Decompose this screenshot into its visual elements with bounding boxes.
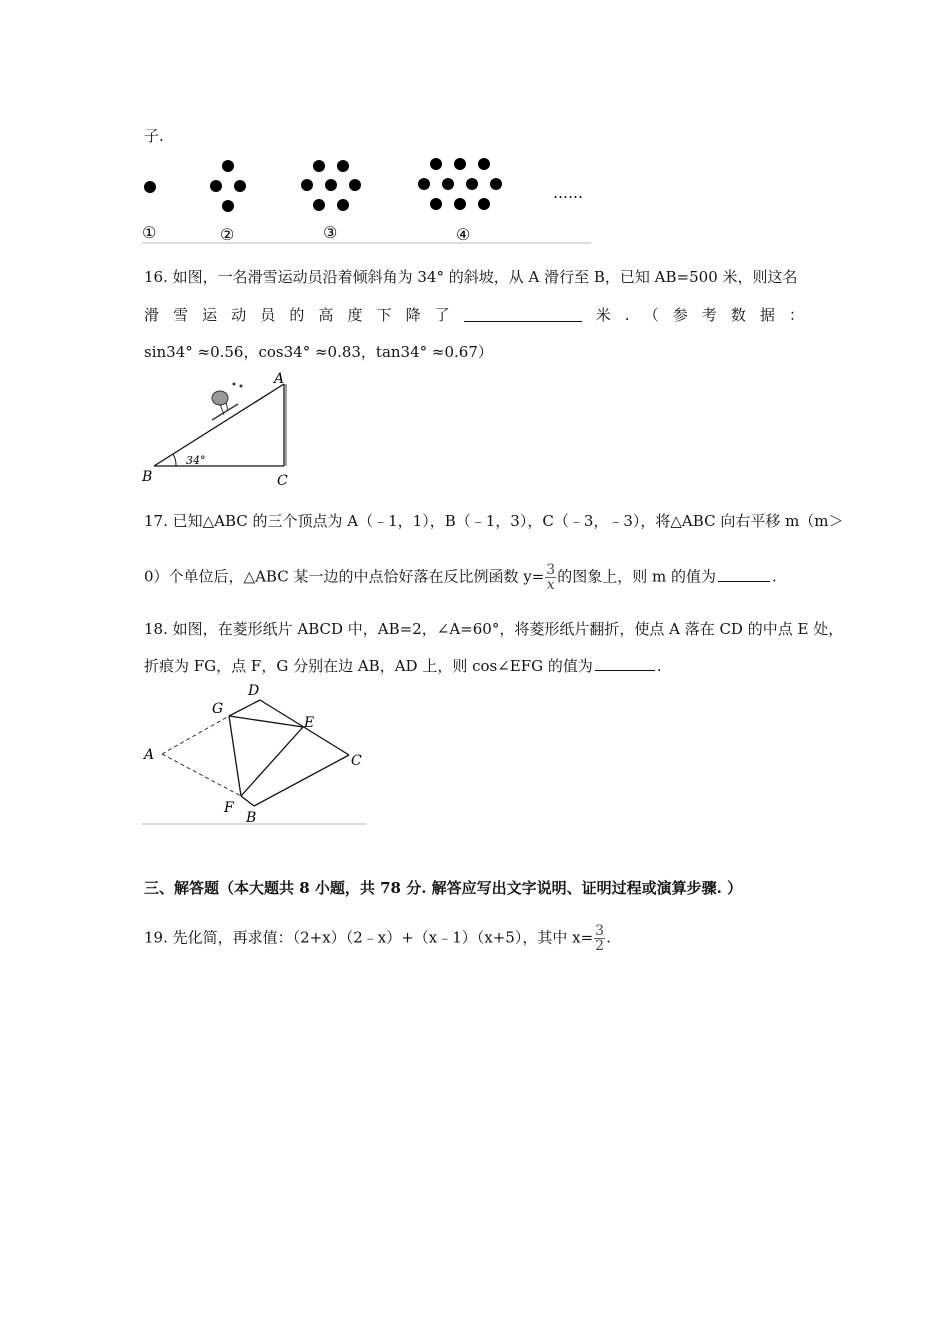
q16-char: 运 — [202, 306, 218, 324]
pattern-label-2: ② — [220, 225, 235, 244]
label-d: D — [248, 683, 260, 699]
pattern-2-dot — [222, 160, 234, 172]
q16-answer-blank[interactable] — [464, 305, 582, 322]
q16-char: 的 — [289, 306, 305, 324]
q17-line1: 17. 已知△ABC 的三个顶点为 A（﹣1，1），B（﹣1，3），C（﹣3，﹣3），将△ABC 向右平移 m（m＞ — [144, 512, 844, 530]
label-g: G — [212, 701, 224, 717]
fold-fe — [241, 727, 303, 796]
label-e: E — [304, 715, 315, 731]
q16-char: 了 — [434, 306, 450, 324]
skier-icon — [212, 383, 242, 420]
pattern-3-dot — [301, 179, 313, 191]
label-b: B — [142, 469, 153, 485]
q17-line2 — [144, 563, 777, 592]
label-c: C — [277, 473, 288, 489]
pattern-label-3: ③ — [323, 223, 338, 242]
q16-char: 米 — [595, 306, 611, 324]
q16-char: 滑 — [144, 306, 160, 324]
pattern-4-dot — [454, 158, 466, 170]
q19-frac-num: 3 — [595, 923, 605, 939]
section3-heading: 三、解答题（本大题共 8 小题，共 78 分. 解答应写出文字说明、证明过程或演算步骤. ） — [144, 879, 743, 897]
label-b: B — [246, 810, 257, 826]
dashed-ag — [162, 716, 229, 754]
label-a: A — [274, 371, 285, 387]
edge-gd — [229, 700, 260, 716]
q18-line1: 18. 如图，在菱形纸片 ABCD 中，AB=2，∠A=60°，将菱形纸片翻折，使点 A 落在 CD 的中点 E 处， — [144, 620, 844, 638]
q16-char: （ — [643, 306, 659, 324]
pattern-3-dot — [313, 160, 325, 172]
q17-frac-den: x — [546, 577, 555, 593]
pattern-label-4: ④ — [456, 225, 471, 244]
q16-slope-figure — [140, 368, 310, 490]
q18-rhombus-figure — [140, 676, 380, 826]
label-a: A — [144, 747, 155, 763]
q17-end: . — [771, 567, 777, 586]
pattern-4-dot — [478, 158, 490, 170]
q17-frac-num: 3 — [546, 562, 556, 578]
q19-frac-den: 2 — [595, 938, 605, 954]
q17-line2-pre: 0）个单位后，△ABC 某一边的中点恰好落在反比例函数 y= — [144, 567, 545, 586]
q16-char: 参 — [672, 306, 688, 324]
top-text: 子. — [144, 127, 164, 145]
pattern-4-dot — [418, 178, 430, 190]
q16-char: 员 — [260, 306, 276, 324]
pattern-3-dot — [325, 179, 337, 191]
q16-char: 高 — [318, 306, 334, 324]
q16-char: 据 — [759, 306, 775, 324]
pattern-3-dot — [337, 160, 349, 172]
q18-answer-blank[interactable] — [595, 654, 655, 671]
q16-char: ： — [788, 306, 804, 324]
pattern-4-dot — [442, 178, 454, 190]
q19-end: . — [606, 928, 611, 947]
q18-line2-text: 折痕为 FG，点 F，G 分别在边 AB，AD 上，则 cos∠EFG 的值为 — [144, 657, 593, 675]
angle-arc — [173, 454, 176, 466]
label-c: C — [351, 753, 362, 769]
pattern-4-dot — [490, 178, 502, 190]
q17-line2-post: 的图象上，则 m 的值为 — [557, 567, 716, 586]
q19-fraction — [594, 924, 605, 953]
q16-char: 度 — [347, 306, 363, 324]
q16-char: 考 — [701, 306, 717, 324]
q16-char: 下 — [376, 306, 392, 324]
pattern-2-dot — [234, 180, 246, 192]
q16-line3: sin34° ≈0.56，cos34° ≈0.83，tan34° ≈0.67） — [144, 343, 493, 361]
q18-end: . — [656, 657, 662, 675]
pattern-4-dot — [466, 178, 478, 190]
pattern-ellipsis: …… — [553, 184, 583, 202]
pattern-3-dot — [313, 199, 325, 211]
q16-char: 雪 — [173, 306, 189, 324]
edge-bf — [241, 796, 254, 806]
q16-line1: 16. 如图，一名滑雪运动员沿着倾斜角为 34° 的斜坡，从 A 滑行至 B，已知 AB=500 米，则这名 — [144, 268, 798, 286]
angle-label: 34° — [186, 454, 206, 467]
fold-ge — [229, 716, 303, 727]
pattern-label-1: ① — [142, 223, 157, 242]
q17-fraction — [545, 563, 556, 592]
pattern-4-dot — [454, 198, 466, 210]
pattern-2-dot — [222, 200, 234, 212]
pattern-3-dot — [349, 179, 361, 191]
q16-char: . — [624, 306, 630, 324]
q16-char: 数 — [730, 306, 746, 324]
edge-cb — [254, 755, 349, 806]
pattern-4-dot — [478, 198, 490, 210]
pattern-1-dot — [144, 181, 156, 193]
fold-fg — [229, 716, 241, 796]
dot-pattern-figure — [140, 150, 600, 250]
dashed-af — [162, 754, 241, 796]
pattern-3-dot — [337, 199, 349, 211]
q19-line — [144, 924, 611, 953]
q16-char: 降 — [405, 306, 421, 324]
q16-line2 — [144, 305, 804, 325]
pattern-2-dot — [210, 180, 222, 192]
q16-char: 动 — [231, 306, 247, 324]
pattern-4-dot — [430, 158, 442, 170]
q19-text: 19. 先化简，再求值：（2+x）（2﹣x）+（x﹣1）（x+5），其中 x= — [144, 928, 594, 947]
q17-answer-blank[interactable] — [718, 565, 770, 582]
label-f: F — [224, 800, 234, 816]
q18-line2 — [144, 654, 662, 676]
pattern-4-dot — [430, 198, 442, 210]
